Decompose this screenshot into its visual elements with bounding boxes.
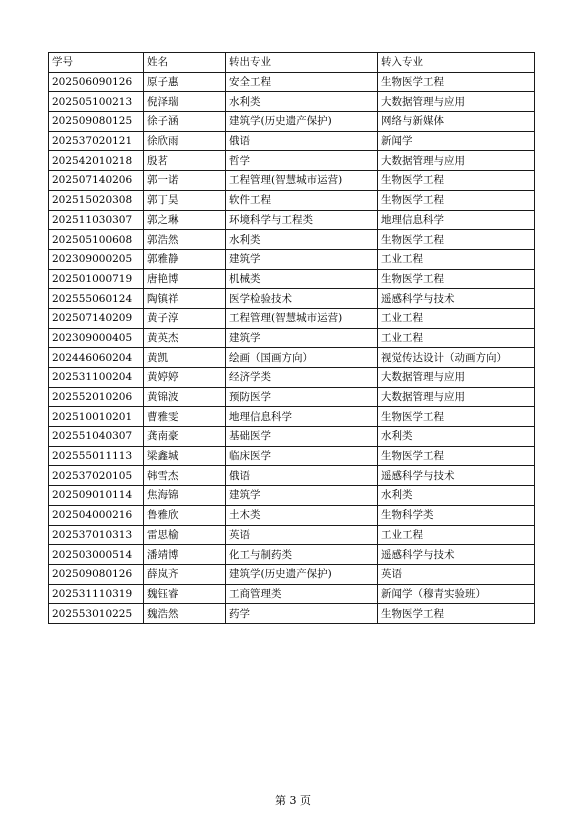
table-body <box>49 72 535 623</box>
cell-to-major: 工业工程 <box>378 525 535 545</box>
cell-name: 徐子涵 <box>144 112 226 132</box>
cell-name: 倪泽瑞 <box>144 92 226 112</box>
cell-from-major: 工程管理(智慧城市运营) <box>226 171 378 191</box>
cell-from-major: 建筑学 <box>226 328 378 348</box>
cell-student-id: 202309000205 <box>49 249 144 269</box>
cell-from-major: 环境科学与工程类 <box>226 210 378 230</box>
cell-name: 郭一诺 <box>144 171 226 191</box>
cell-student-id: 202509080125 <box>49 112 144 132</box>
table-row <box>49 72 535 92</box>
cell-to-major: 新闻学 <box>378 131 535 151</box>
cell-name: 郭丁昊 <box>144 190 226 210</box>
cell-from-major: 土木类 <box>226 505 378 525</box>
cell-student-id: 202505100608 <box>49 230 144 250</box>
cell-student-id: 202537020121 <box>49 131 144 151</box>
cell-name: 原子惠 <box>144 72 226 92</box>
cell-name: 魏浩然 <box>144 604 226 624</box>
cell-to-major: 生物医学工程 <box>378 171 535 191</box>
header-from-major: 转出专业 <box>226 53 378 73</box>
table-row <box>49 525 535 545</box>
cell-student-id: 202506090126 <box>49 72 144 92</box>
cell-student-id: 202510010201 <box>49 407 144 427</box>
cell-name: 龚南豪 <box>144 427 226 447</box>
cell-to-major: 遥感科学与技术 <box>378 545 535 565</box>
cell-name: 郭雅静 <box>144 249 226 269</box>
cell-to-major: 生物医学工程 <box>378 269 535 289</box>
cell-student-id: 202552010206 <box>49 387 144 407</box>
table-row <box>49 505 535 525</box>
cell-from-major: 软件工程 <box>226 190 378 210</box>
cell-name: 魏钰睿 <box>144 584 226 604</box>
cell-to-major: 大数据管理与应用 <box>378 387 535 407</box>
cell-from-major: 临床医学 <box>226 446 378 466</box>
table-row <box>49 446 535 466</box>
cell-from-major: 安全工程 <box>226 72 378 92</box>
cell-name: 雷思榆 <box>144 525 226 545</box>
cell-student-id: 202511030307 <box>49 210 144 230</box>
cell-student-id: 202531110319 <box>49 584 144 604</box>
cell-student-id: 202509010114 <box>49 486 144 506</box>
cell-to-major: 英语 <box>378 564 535 584</box>
cell-from-major: 经济学类 <box>226 368 378 388</box>
cell-from-major: 药学 <box>226 604 378 624</box>
cell-student-id: 202531100204 <box>49 368 144 388</box>
cell-name: 焦海锦 <box>144 486 226 506</box>
cell-to-major: 视觉传达设计（动画方向） <box>378 348 535 368</box>
cell-student-id: 202505100213 <box>49 92 144 112</box>
cell-student-id: 202515020308 <box>49 190 144 210</box>
cell-to-major: 工业工程 <box>378 308 535 328</box>
cell-name: 黄英杰 <box>144 328 226 348</box>
major-transfer-table <box>48 52 535 624</box>
cell-name: 梁鑫城 <box>144 446 226 466</box>
cell-from-major: 建筑学 <box>226 486 378 506</box>
table-row <box>49 92 535 112</box>
table-row <box>49 368 535 388</box>
cell-to-major: 遥感科学与技术 <box>378 466 535 486</box>
cell-name: 韩雪杰 <box>144 466 226 486</box>
cell-to-major: 遥感科学与技术 <box>378 289 535 309</box>
table-row <box>49 427 535 447</box>
table-row <box>49 564 535 584</box>
table-row <box>49 131 535 151</box>
table-row <box>49 210 535 230</box>
table-row <box>49 348 535 368</box>
header-to-major: 转入专业 <box>378 53 535 73</box>
table-header-row <box>49 53 535 73</box>
cell-to-major: 大数据管理与应用 <box>378 92 535 112</box>
cell-to-major: 工业工程 <box>378 249 535 269</box>
page-number: 第 3 页 <box>275 794 311 807</box>
cell-name: 薛岚齐 <box>144 564 226 584</box>
cell-from-major: 俄语 <box>226 131 378 151</box>
table-row <box>49 308 535 328</box>
cell-student-id: 202537020105 <box>49 466 144 486</box>
cell-from-major: 地理信息科学 <box>226 407 378 427</box>
table-row <box>49 545 535 565</box>
cell-from-major: 英语 <box>226 525 378 545</box>
cell-student-id: 202501000719 <box>49 269 144 289</box>
cell-name: 陶镇祥 <box>144 289 226 309</box>
table-row <box>49 249 535 269</box>
cell-name: 黄锦波 <box>144 387 226 407</box>
table-row <box>49 486 535 506</box>
header-name: 姓名 <box>144 53 226 73</box>
cell-name: 鲁雅欣 <box>144 505 226 525</box>
cell-from-major: 化工与制药类 <box>226 545 378 565</box>
cell-from-major: 预防医学 <box>226 387 378 407</box>
cell-to-major: 水利类 <box>378 427 535 447</box>
cell-from-major: 建筑学 <box>226 249 378 269</box>
cell-to-major: 大数据管理与应用 <box>378 151 535 171</box>
cell-name: 黄婷婷 <box>144 368 226 388</box>
cell-to-major: 生物医学工程 <box>378 72 535 92</box>
cell-student-id: 202542010218 <box>49 151 144 171</box>
table-row <box>49 289 535 309</box>
cell-name: 曹雅雯 <box>144 407 226 427</box>
cell-from-major: 医学检验技术 <box>226 289 378 309</box>
cell-student-id: 202503000514 <box>49 545 144 565</box>
table-row <box>49 407 535 427</box>
cell-from-major: 建筑学(历史遗产保护) <box>226 564 378 584</box>
table-row <box>49 466 535 486</box>
cell-student-id: 202509080126 <box>49 564 144 584</box>
cell-from-major: 水利类 <box>226 230 378 250</box>
table-row <box>49 171 535 191</box>
cell-from-major: 俄语 <box>226 466 378 486</box>
cell-from-major: 基础医学 <box>226 427 378 447</box>
cell-name: 黄凯 <box>144 348 226 368</box>
cell-from-major: 水利类 <box>226 92 378 112</box>
cell-student-id: 202553010225 <box>49 604 144 624</box>
cell-to-major: 新闻学（穆青实验班） <box>378 584 535 604</box>
cell-student-id: 202555011113 <box>49 446 144 466</box>
table-row <box>49 584 535 604</box>
cell-from-major: 机械类 <box>226 269 378 289</box>
header-student-id: 学号 <box>49 53 144 73</box>
cell-name: 黄子淳 <box>144 308 226 328</box>
table-row <box>49 328 535 348</box>
table-row <box>49 387 535 407</box>
table-row <box>49 604 535 624</box>
cell-to-major: 生物医学工程 <box>378 446 535 466</box>
cell-to-major: 生物科学类 <box>378 505 535 525</box>
cell-student-id: 202537010313 <box>49 525 144 545</box>
cell-name: 郭之琳 <box>144 210 226 230</box>
cell-student-id: 202507140206 <box>49 171 144 191</box>
cell-to-major: 工业工程 <box>378 328 535 348</box>
cell-student-id: 202555060124 <box>49 289 144 309</box>
cell-to-major: 生物医学工程 <box>378 407 535 427</box>
cell-from-major: 哲学 <box>226 151 378 171</box>
cell-student-id: 202507140209 <box>49 308 144 328</box>
cell-student-id: 202309000405 <box>49 328 144 348</box>
cell-name: 徐欣雨 <box>144 131 226 151</box>
cell-student-id: 202504000216 <box>49 505 144 525</box>
cell-from-major: 绘画（国画方向） <box>226 348 378 368</box>
cell-name: 唐艳博 <box>144 269 226 289</box>
cell-to-major: 网络与新媒体 <box>378 112 535 132</box>
cell-from-major: 建筑学(历史遗产保护) <box>226 112 378 132</box>
cell-to-major: 生物医学工程 <box>378 190 535 210</box>
cell-from-major: 工程管理(智慧城市运营) <box>226 308 378 328</box>
table-row <box>49 230 535 250</box>
cell-to-major: 地理信息科学 <box>378 210 535 230</box>
cell-name: 潘靖博 <box>144 545 226 565</box>
cell-student-id: 202446060204 <box>49 348 144 368</box>
table-row <box>49 112 535 132</box>
cell-to-major: 生物医学工程 <box>378 230 535 250</box>
cell-to-major: 大数据管理与应用 <box>378 368 535 388</box>
cell-student-id: 202551040307 <box>49 427 144 447</box>
cell-to-major: 水利类 <box>378 486 535 506</box>
cell-from-major: 工商管理类 <box>226 584 378 604</box>
cell-name: 郭浩然 <box>144 230 226 250</box>
table-row <box>49 190 535 210</box>
table-row <box>49 269 535 289</box>
cell-to-major: 生物医学工程 <box>378 604 535 624</box>
table-row <box>49 151 535 171</box>
cell-name: 殷茗 <box>144 151 226 171</box>
